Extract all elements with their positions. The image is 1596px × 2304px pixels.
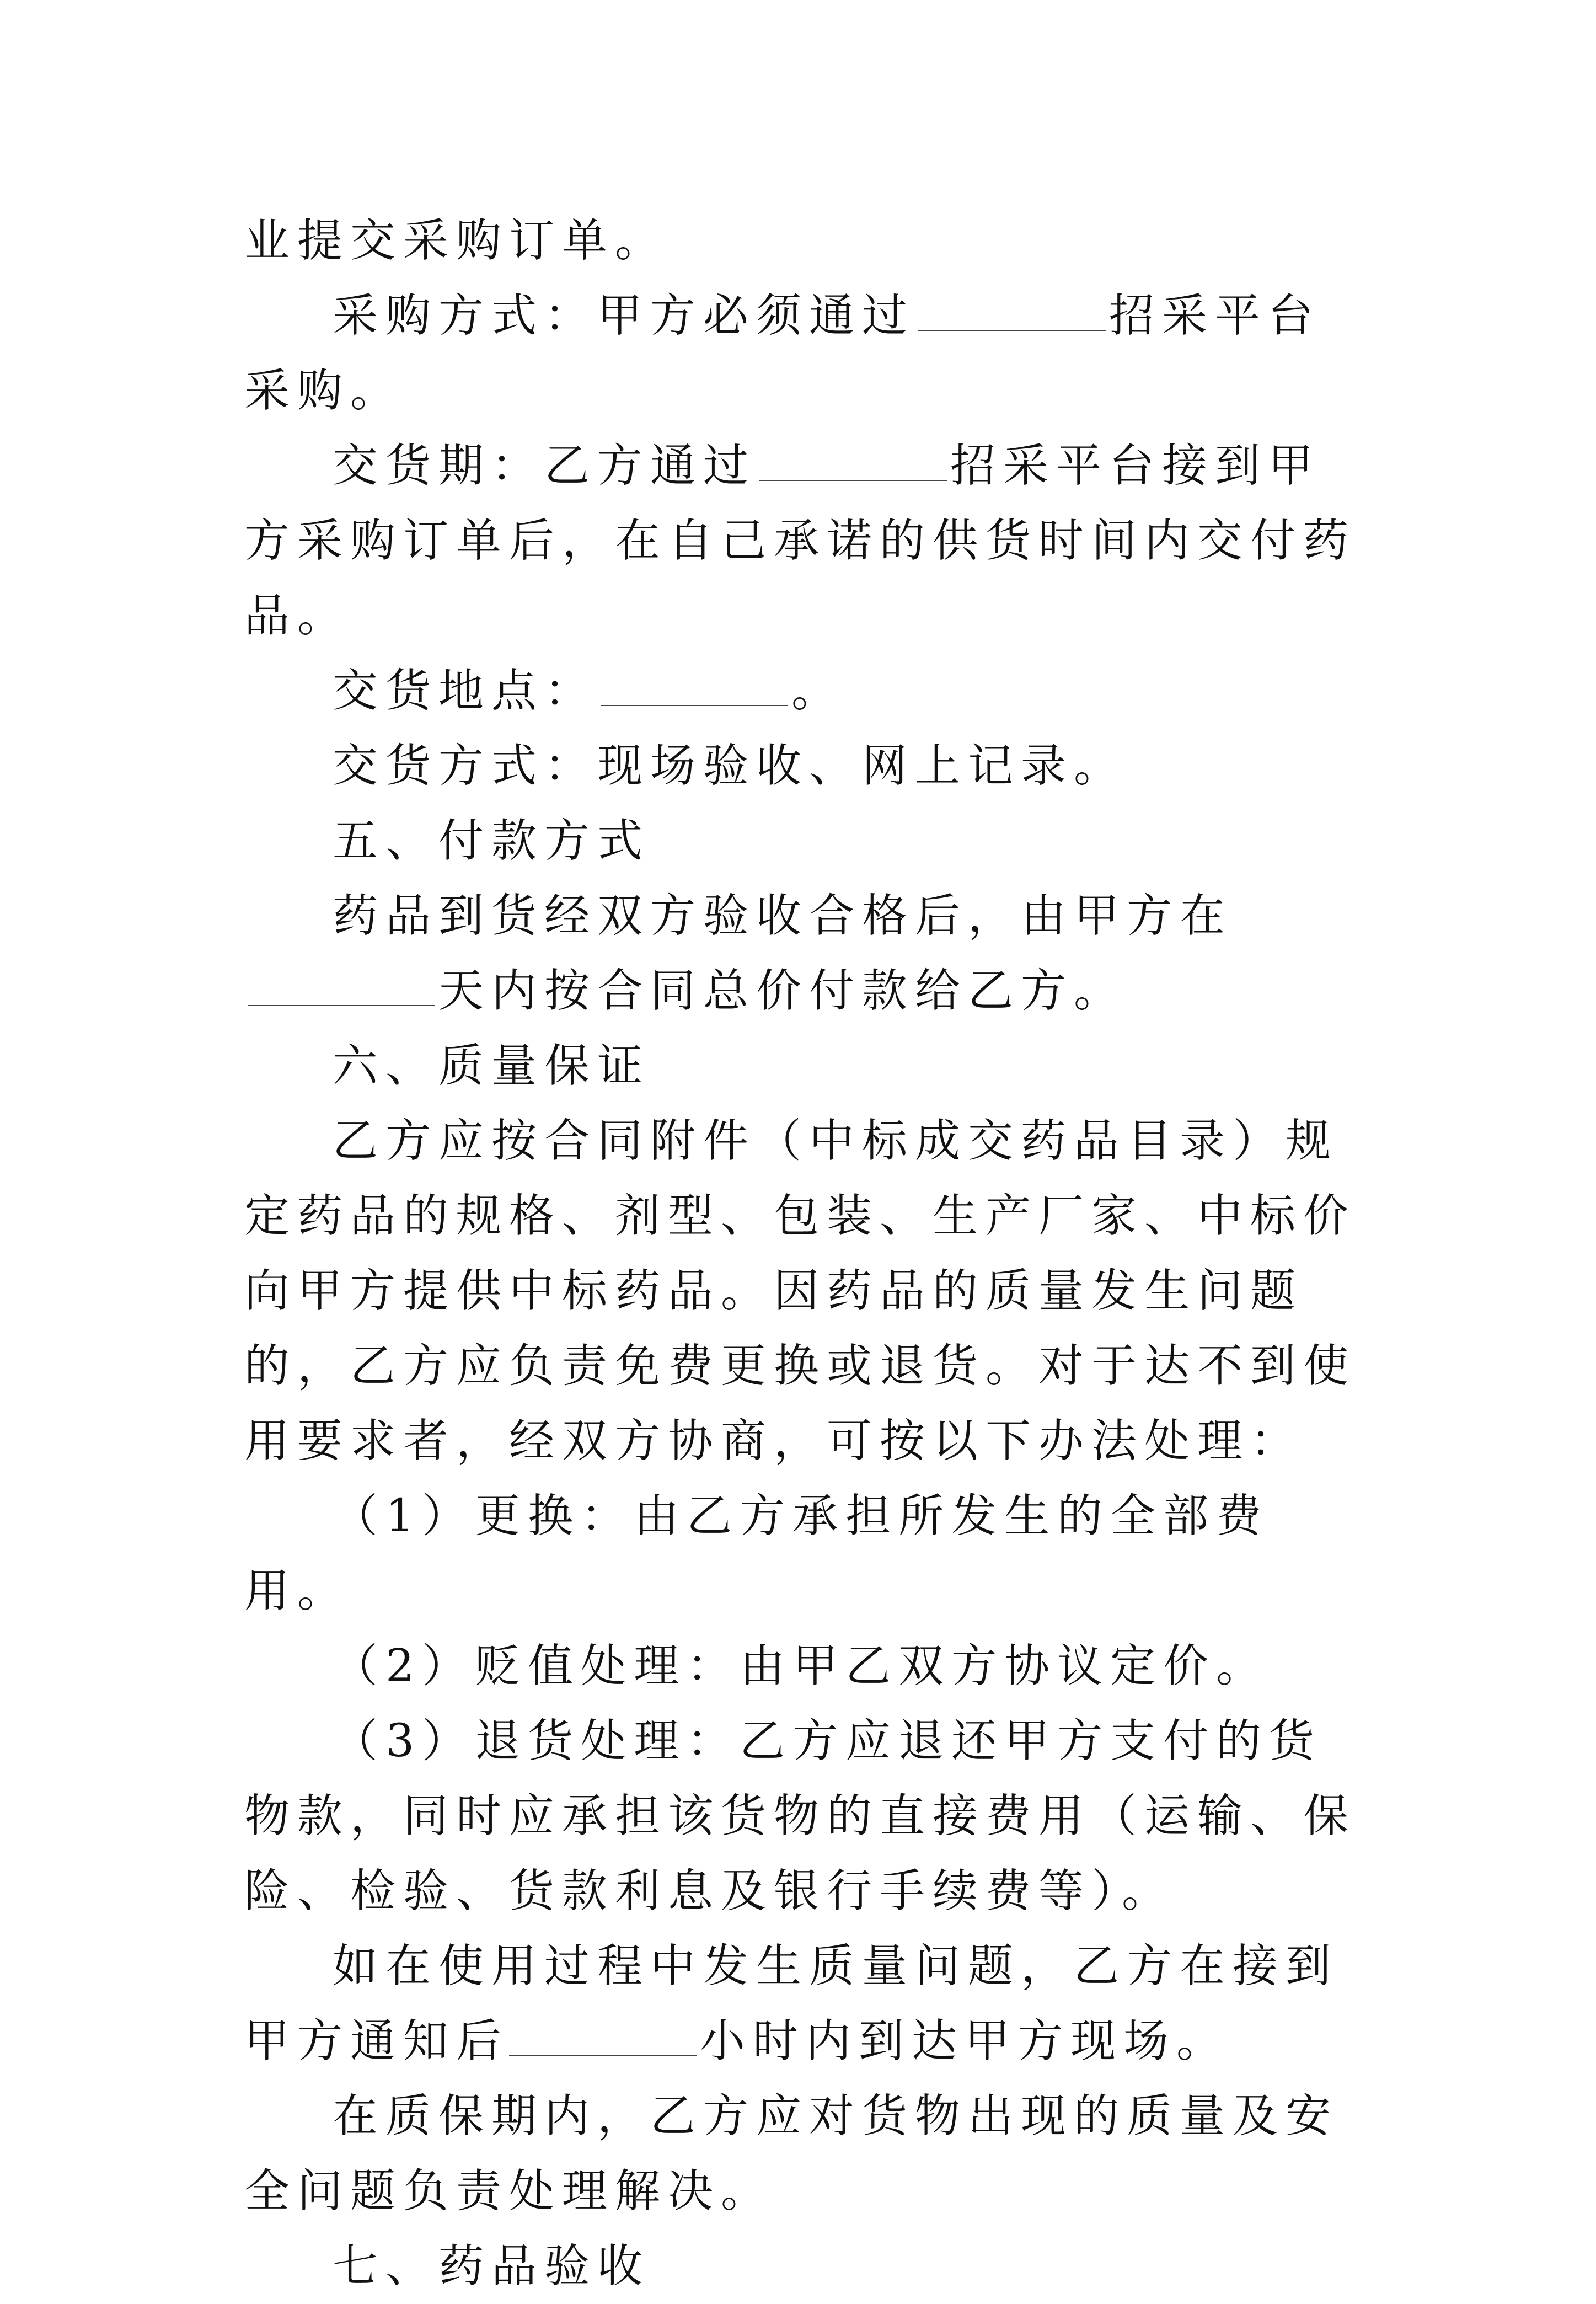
section-heading-acceptance [244,2229,1369,2304]
list-item-text: （1）更换：由乙方承担所发生的全部费用。 [244,1490,1270,1617]
paragraph-text: 。 [791,665,845,717]
section-heading-quality [244,1029,1369,1104]
list-item-return [244,1704,1369,1929]
heading-text: 六、质量保证 [333,1040,651,1092]
paragraph-text: 招采平台采购。 [244,290,1321,417]
list-item-text: （2）贬值处理：由甲乙双方协议定价。 [333,1640,1270,1692]
heading-text: 五、付款方式 [333,815,651,867]
paragraph-delivery-location [244,654,1369,729]
paragraph-text: 在质保期内，乙方应对货物出现的质量及安全问题负责处理解决。 [244,2090,1339,2217]
paragraph-text: 小时内到达甲方现场。 [700,2015,1230,2067]
fill-in-blank [509,2051,697,2056]
fill-in-blank [759,475,947,481]
fill-in-blank [601,701,788,706]
paragraph-text: 交货期：乙方通过 [333,440,757,492]
fill-in-blank [248,1001,435,1006]
paragraph-text: 药品到货经双方验收合格后，由甲方在 [333,890,1233,942]
list-item-replacement [244,1479,1369,1629]
paragraph-text: 交货方式：现场验收、网上记录。 [333,740,1127,792]
list-item-depreciation [244,1629,1369,1704]
paragraph-text: 业提交采购订单。 [244,215,668,267]
paragraph-text: 天内按合同总价付款给乙方。 [438,965,1127,1017]
paragraph-text: 如在使用过程中发生质量问题，乙方在接到甲方通知后 [244,1940,1339,2067]
paragraph-text: 交货地点： [333,665,598,717]
fill-in-blank [918,325,1106,331]
section-heading-payment [244,804,1369,879]
paragraph-text: 采购方式：甲方必须通过 [333,290,915,342]
heading-text: 七、药品验收 [333,2240,651,2292]
paragraph-delivery-method [244,729,1369,804]
document-body [244,204,1369,2304]
paragraph-warranty [244,2079,1369,2229]
paragraph-payment-terms [244,879,1369,1029]
paragraph-delivery-period [244,429,1369,654]
paragraph-order-submission [244,204,1369,279]
paragraph-quality-terms [244,1104,1369,1479]
list-item-text: （3）退货处理：乙方应退还甲方支付的货物款，同时应承担该货物的直接费用（运输、保险、检验、货款利息及银行手续费等）。 [244,1715,1357,1917]
paragraph-text: 乙方应按合同附件（中标成交药品目录）规定药品的规格、剂型、包装、生产厂家、中标价向甲方提供中标药品。因药品的质量发生问题的，乙方应负责免费更换或退货。对于达不到使用要求者，经双方协商，可按以下办法处理： [244,1115,1357,1467]
paragraph-text: 招采平台接到甲方采购订单后，在自己承诺的供货时间内交付药品。 [244,440,1357,642]
paragraph-procurement-method [244,279,1369,429]
paragraph-onsite-response [244,1929,1369,2079]
